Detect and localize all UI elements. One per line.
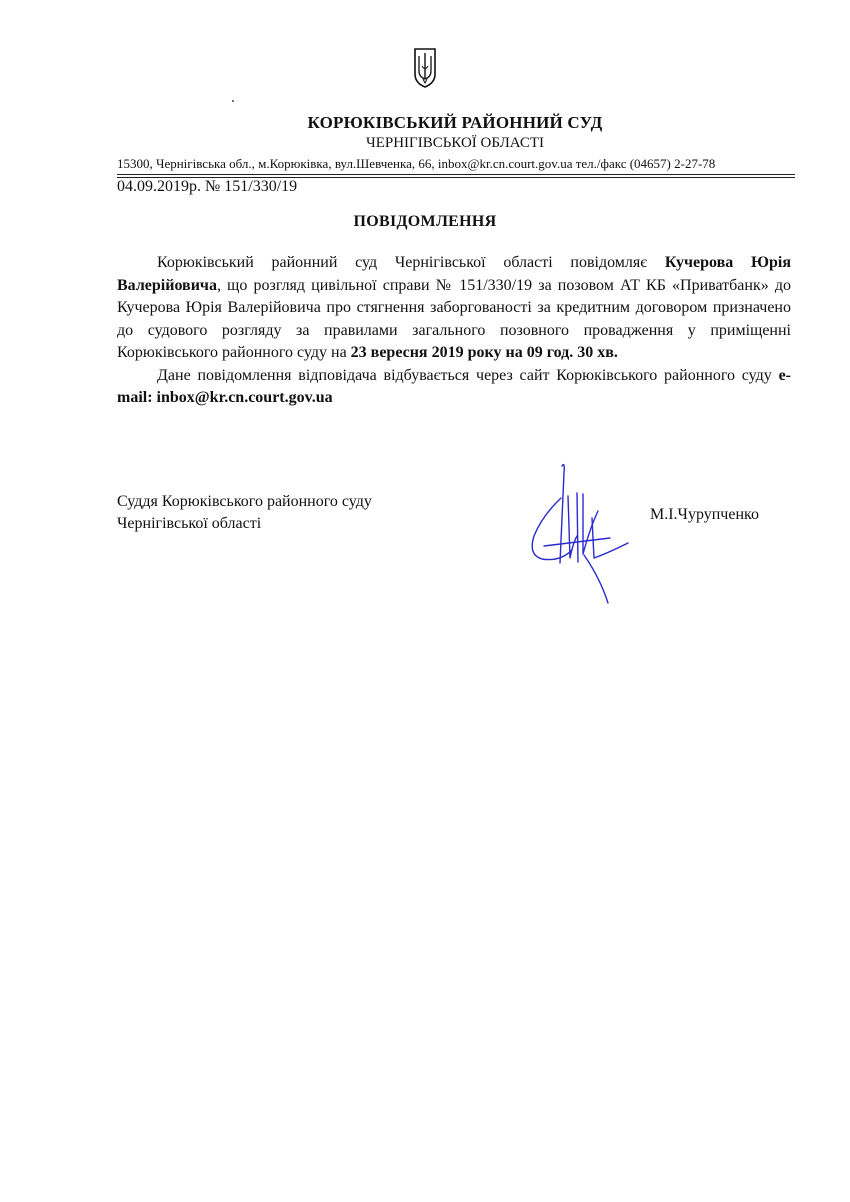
judge-title-line: Суддя Корюківського районного суду <box>117 493 372 510</box>
notice-paragraph <box>117 252 791 365</box>
court-region: ЧЕРНІГІВСЬКОЇ ОБЛАСТІ <box>365 135 545 151</box>
defendant-name: Кучерова Юрія Валерійовича <box>117 254 792 294</box>
handwritten-signature-icon <box>520 458 640 608</box>
header-divider <box>117 174 795 175</box>
paragraph-text: Корюківський районний суд Чернігівської області повідомляє <box>157 254 665 271</box>
paragraph-text: Дане повідомлення відповідача відбувається через сайт Корюківського районного суду <box>157 366 779 384</box>
paragraph-text: , що розгляд цивільної справи № 151/330/19 за позовом АТ КБ «Приватбанк» до Кучерова Юрія Валерійовича про стягнення заборгованості за кредитним договором призначено до судового розгляду за правилами загального позовного провадження у приміщенні Корюківського районного суду на <box>117 276 791 361</box>
notice-body <box>117 252 791 410</box>
judge-name: М.І.Чурупченко <box>650 506 759 523</box>
court-name: КОРЮКІВСЬКИЙ РАЙОННИЙ СУД <box>307 113 603 132</box>
document-title: ПОВІДОМЛЕННЯ <box>353 213 497 230</box>
judge-title <box>117 491 372 535</box>
hearing-datetime: 23 вересня 2019 року на 09 год. 30 хв. <box>350 344 618 361</box>
notice-paragraph <box>117 365 791 410</box>
scan-dot <box>232 100 234 102</box>
trident-emblem-icon <box>412 46 438 88</box>
court-email: e-mail: inbox@kr.cn.court.gov.ua <box>117 366 791 406</box>
court-address: 15300, Чернігівська обл., м.Корюківка, вул.Шевченка, 66, inbox@kr.cn.court.gov.ua тел./факс (04657) 2-27-78 <box>117 156 716 171</box>
judge-title-line: Чернігівської області <box>117 515 262 532</box>
reference-number: 04.09.2019р. № 151/330/19 <box>117 178 298 195</box>
